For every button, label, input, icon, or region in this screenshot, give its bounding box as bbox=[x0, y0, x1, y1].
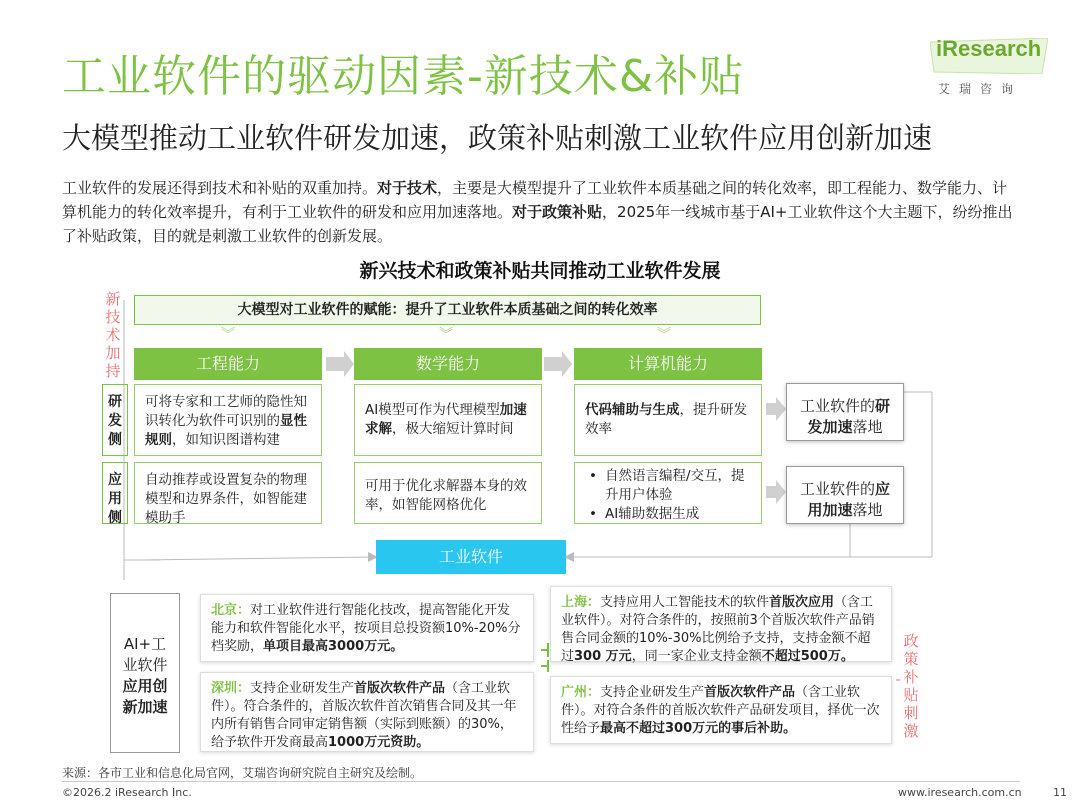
list-item-text: 自然语言编程/交互，提升用户体验 bbox=[605, 468, 745, 503]
policy-shenzhen bbox=[200, 672, 534, 752]
list-item: • AI辅助数据生成 bbox=[589, 506, 700, 522]
cell-math-app: 可用于优化求解器本身的效率，如智能网格优化 bbox=[354, 462, 542, 524]
intro-bold-1: 对于技术 bbox=[377, 179, 438, 197]
city-text: （含工业软件）。对符合条件的首版次软件产品研发项目，择优一次性给予 bbox=[561, 685, 880, 736]
diagram-title: 新兴技术和政策补贴共同推动工业软件发展 bbox=[359, 260, 721, 282]
cell-text: ，极大缩短计算时间 bbox=[392, 421, 514, 437]
city-text: 支持企业研发生产 bbox=[600, 685, 705, 700]
out-bold: 研发加速 bbox=[807, 397, 891, 436]
city-bold: 300 万元 bbox=[574, 649, 632, 664]
city-bold: 不超过500万。 bbox=[761, 649, 854, 664]
policy-shanghai bbox=[550, 586, 892, 662]
city-text: ，同一家企业支持金额 bbox=[631, 649, 762, 664]
ai-box-text: AI+工业软件 bbox=[122, 635, 168, 674]
cell-engineering-app: 自动推荐或设置复杂的物理模型和边界条件，如智能建模助手 bbox=[134, 462, 322, 524]
side-label-app bbox=[102, 462, 128, 524]
ai-industrial-software-box bbox=[110, 593, 180, 753]
label-policy-text: 政策补贴刺激 bbox=[903, 632, 919, 740]
logo-text: iResearch bbox=[936, 36, 1042, 61]
cell-engineering-rd bbox=[134, 384, 322, 456]
out-text: 工业软件的 bbox=[799, 480, 875, 498]
city-bold: 首版次软件产品 bbox=[704, 685, 796, 700]
list-item: • 自然语言编程/交互，提升用户体验 bbox=[589, 468, 745, 503]
intro-bold-2: 对于政策补贴 bbox=[512, 203, 603, 221]
list-item-text: AI辅助数据生成 bbox=[605, 506, 700, 522]
logo-subtext: 艾瑞咨询 bbox=[938, 82, 1023, 96]
label-policy bbox=[902, 632, 920, 740]
city-bold: 单项目最高3000万元。 bbox=[263, 639, 404, 654]
intro-text-2: ，主要是大模型提升了工业软件本质基础之间的转化效率，即工程能力、数学能力、计算机能力的转化效率提升，有利于工业软件的研发和应用加速落地。 bbox=[62, 179, 1008, 221]
out-text: 落地 bbox=[852, 501, 883, 519]
out-text: 落地 bbox=[852, 418, 883, 436]
policy-guangzhou bbox=[550, 676, 892, 744]
page-title: 工业软件的驱动因素-新技术&补贴 bbox=[62, 51, 745, 102]
city-text: 对工业软件进行智能化技改，提高智能化开发能力和软件智能化水平，按项目总投资额10%-20%分档奖励， bbox=[211, 603, 521, 654]
city-bold: 首版次软件产品 bbox=[354, 681, 446, 696]
header-math: 数学能力 bbox=[354, 348, 542, 380]
page-subtitle: 大模型推动工业软件研发加速，政策补贴刺激工业软件应用创新加速 bbox=[62, 121, 933, 155]
out-text: 工业软件的 bbox=[799, 397, 875, 415]
label-new-tech-text: 新技术加持 bbox=[105, 290, 121, 380]
cell-math-rd bbox=[354, 384, 542, 456]
out-bold: 应用加速 bbox=[807, 480, 891, 519]
cell-text: ，如知识图谱构建 bbox=[172, 432, 280, 448]
source-note: 来源：各市工业和信息化局官网，艾瑞咨询研究院自主研究及绘制。 bbox=[62, 766, 423, 780]
header-engineering: 工程能力 bbox=[134, 348, 322, 380]
city-text: 支持应用人工智能技术的软件 bbox=[600, 595, 770, 610]
ai-box-bold: 应用创新加速 bbox=[122, 677, 168, 716]
label-new-tech bbox=[104, 290, 122, 380]
intro-text-1: 工业软件的发展还得到技术和补贴的双重加持。 bbox=[62, 179, 378, 197]
city-text: 支持企业研发生产 bbox=[250, 681, 355, 696]
city-text: （含工业软件）。对符合条件的，按照前3个首版次软件产品销售合同金额的10%-30%比例给予支持，支持金额不超过 bbox=[561, 595, 875, 664]
center-industrial-software: 工业软件 bbox=[376, 540, 566, 574]
chevron-down-icon: ︾ bbox=[657, 327, 671, 343]
city-name: 深圳： bbox=[211, 681, 251, 696]
page-number: 11 bbox=[1053, 786, 1067, 799]
cell-bold: 显性规则 bbox=[145, 413, 307, 448]
header-computing: 计算机能力 bbox=[574, 348, 762, 380]
footer-url[interactable]: www.iresearch.com.cn bbox=[898, 786, 1022, 799]
city-bold: 1000万元资助。 bbox=[328, 735, 430, 750]
output-app-acceleration bbox=[786, 466, 904, 524]
side-label-rd bbox=[102, 384, 128, 456]
city-bold: 最高不超过300万元的事后补助。 bbox=[600, 721, 797, 736]
cell-text: AI模型可作为代理模型 bbox=[365, 402, 500, 418]
footer-divider bbox=[62, 781, 1020, 782]
copyright: ©2026.2 iResearch Inc. bbox=[62, 786, 192, 799]
city-text: （含工业软件）。符合条件的，首版次软件首次销售合同及其一年内所有销售合同审定销售额（实际到账额）的30%，给予软件开发商最高 bbox=[211, 681, 517, 750]
city-name: 上海： bbox=[561, 595, 601, 610]
cell-bold: 加速求解 bbox=[365, 402, 527, 437]
intro-text-3: ，2025年一线城市基于AI+工业软件这个大主题下，纷纷推出了补贴政策，目的就是刺激工业软件的创新发展。 bbox=[62, 203, 1013, 245]
city-name: 广州： bbox=[561, 685, 601, 700]
chevron-down-icon: ︾ bbox=[439, 327, 453, 343]
policy-beijing bbox=[200, 594, 534, 662]
cell-bold: 代码辅助与生成 bbox=[585, 402, 680, 418]
output-rd-acceleration bbox=[786, 383, 904, 441]
cell-computing-rd bbox=[574, 384, 762, 456]
side-rd-text: 研发侧 bbox=[108, 394, 122, 448]
city-name: 北京： bbox=[211, 603, 251, 618]
cell-text: ，提升研发效率 bbox=[585, 402, 747, 437]
cell-text: 可将专家和工艺师的隐性知识转化为软件可识别的 bbox=[145, 394, 307, 429]
top-bar-llm-empowerment: 大模型对工业软件的赋能：提升了工业软件本质基础之间的转化效率 bbox=[134, 295, 761, 325]
city-bold: 首版次应用 bbox=[769, 595, 835, 610]
chevron-down-icon: ︾ bbox=[221, 327, 235, 343]
cell-computing-app bbox=[574, 462, 762, 524]
side-app-text: 应用侧 bbox=[108, 472, 122, 526]
